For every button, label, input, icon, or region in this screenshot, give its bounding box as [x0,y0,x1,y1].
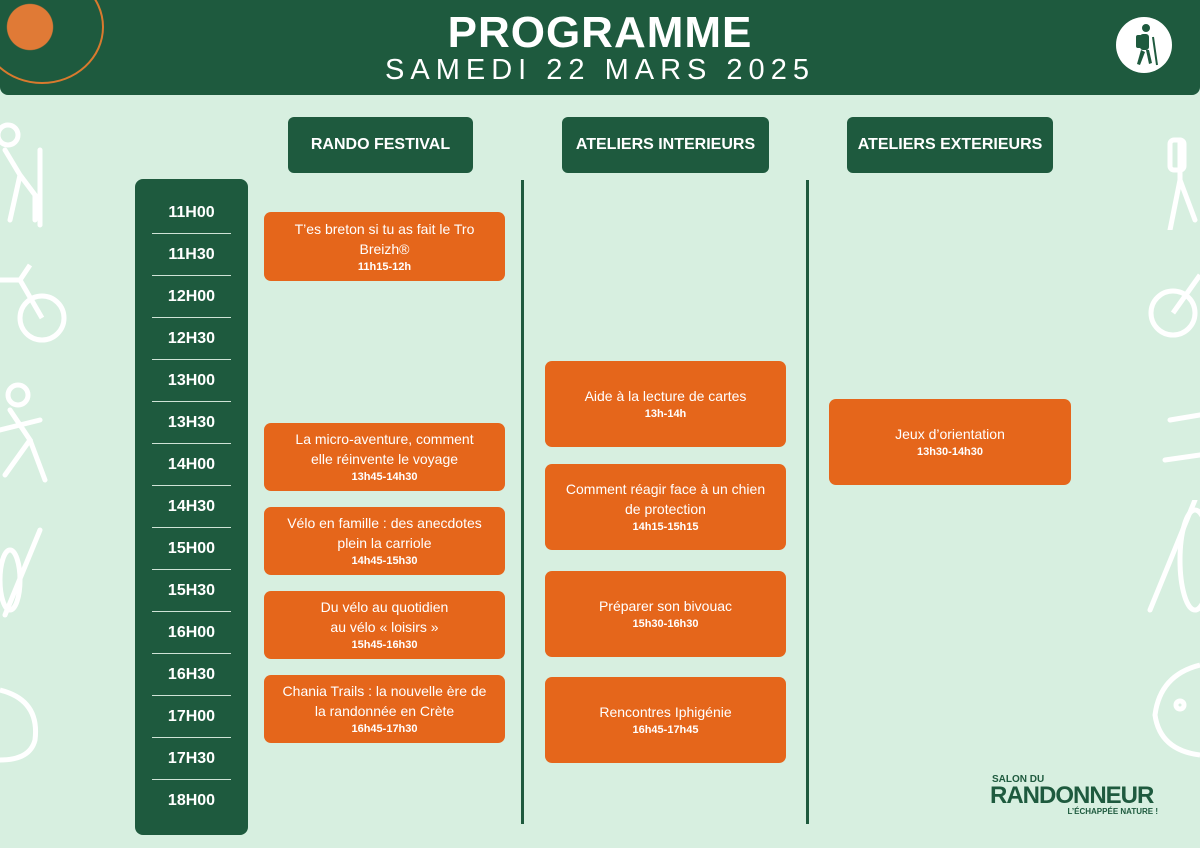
hiker-icon [1116,17,1172,73]
column-separator [806,180,809,824]
horse-pictogram-icon [0,680,45,770]
event-card[interactable] [264,591,505,659]
event-card[interactable] [264,212,505,281]
time-slot: 18H00 [167,792,216,809]
event-title-line: Du vélo au quotidien [320,599,449,615]
event-time: 11h15-12h [357,260,412,273]
event-title-line: Comment réagir face à un chien [565,481,766,497]
page-subtitle: SAMEDI 22 MARS 2025 [385,54,815,86]
bicycle-pictogram-right-icon [1145,265,1200,345]
time-slot: 12H30 [167,330,216,347]
column-header-ateliers-interieurs: ATELIERS INTERIEURS [562,117,769,173]
time-slot: 13H00 [167,372,216,389]
time-slot: 11H00 [168,204,215,221]
event-title-line: Préparer son bivouac [598,598,733,614]
time-slot: 15H00 [167,540,216,557]
event-card[interactable] [264,423,505,491]
brand-line-2: RANDONNEUR [990,782,1154,809]
event-title-line: Aide à la lecture de cartes [584,388,747,404]
event-title-line: elle réinvente le voyage [310,451,459,467]
bicycle-pictogram-icon [0,260,70,350]
time-slot: 12H00 [167,288,216,305]
event-title-line: Rencontres Iphigénie [599,704,732,720]
hiker-pictogram-icon [0,120,50,230]
event-card[interactable] [545,677,786,763]
event-time: 15h45-16h30 [351,639,418,651]
hiker-pictogram-right-icon [1165,120,1200,230]
brand-line-1: SALON DU [992,774,1045,785]
event-time: 14h45-15h30 [351,555,418,567]
event-card[interactable] [545,361,786,447]
event-card[interactable] [264,507,505,575]
header-banner [0,0,1200,95]
time-slot: 17H30 [167,750,216,767]
time-slot: 14H00 [167,456,216,473]
event-time: 14h15-15h15 [632,521,699,533]
horse-pictogram-right-icon [1150,655,1200,765]
time-slot: 16H30 [167,666,216,683]
time-slot: 16H00 [167,624,216,641]
event-time: 13h45-14h30 [351,471,418,483]
time-slot: 11H30 [168,246,215,263]
event-time: 15h30-16h30 [632,618,699,630]
brand-tagline: L’ÉCHAPPÉE NATURE ! [1067,807,1158,816]
event-title-line: Vélo en famille : des anecdotes [287,515,482,531]
time-column [135,179,248,835]
time-slot: 15H30 [167,582,216,599]
time-slot: 13H30 [167,414,216,431]
column-header-rando-festival: RANDO FESTIVAL [288,117,473,173]
event-title-line: T’es breton si tu as fait le Tro [294,220,475,237]
event-time: 16h45-17h45 [632,724,699,736]
event-time: 13h30-14h30 [916,446,984,458]
event-title-line: au vélo « loisirs » [330,619,439,635]
event-title-line: plein la carriole [337,535,432,551]
event-title-line: Breizh® [359,240,410,257]
event-title-line: la randonnée en Crète [314,703,455,719]
event-title-line: Jeux d’orientation [895,426,1005,442]
event-card[interactable] [545,571,786,657]
event-card[interactable] [545,464,786,550]
salon-du-randonneur-logo [990,774,1160,819]
event-title-line: de protection [625,501,706,517]
time-slot: 14H30 [167,498,216,515]
ski-pictogram-right-icon [1160,400,1200,470]
event-card[interactable] [829,399,1071,485]
paddle-pictogram-right-icon [1145,500,1200,620]
page-title: PROGRAMME [447,8,753,57]
time-slot: 17H00 [167,708,216,725]
event-title-line: Chania Trails : la nouvelle ère de [282,683,487,699]
column-separator [521,180,524,824]
paddle-pictogram-icon [0,520,45,620]
event-time: 13h-14h [644,408,687,420]
runner-pictogram-icon [0,380,50,490]
event-title-line: La micro-aventure, comment [295,431,474,447]
column-header-ateliers-exterieurs: ATELIERS EXTERIEURS [847,117,1053,173]
event-card[interactable] [264,675,505,743]
event-time: 16h45-17h30 [351,723,418,735]
